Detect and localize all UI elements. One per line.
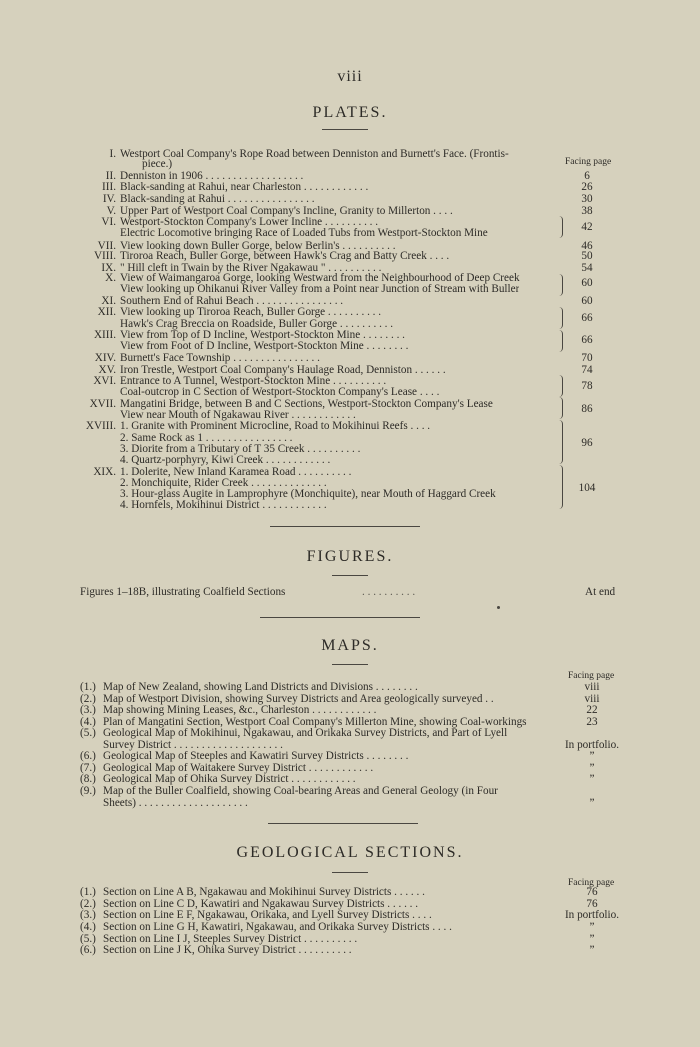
map-page: viii xyxy=(584,693,600,705)
plates-rule xyxy=(322,129,368,130)
map-title: Map of New Zealand, showing Land Districts and Divisions . . . . . . . . xyxy=(103,681,418,693)
plate-page: 70 xyxy=(581,352,593,364)
figures-dots: . . . . . . . . . . xyxy=(362,586,416,598)
plate-number: IX. xyxy=(101,262,116,274)
map-title: Plan of Mangatini Section, Westport Coal Company's Millerton Mine, showing Coal-workings xyxy=(103,716,527,728)
plate-title: Black-sanding at Rahui . . . . . . . . . . . . . . . . xyxy=(120,193,315,205)
map-title: Map of the Buller Coalfield, showing Coal-bearing Areas and General Geology (in Four xyxy=(103,785,498,797)
section-number: (3.) xyxy=(80,909,96,921)
plate-title: Hawk's Crag Breccia on Roadside, Buller Gorge . . . . . . . . . . xyxy=(120,318,394,330)
plate-page: 66 xyxy=(581,312,593,324)
plate-row xyxy=(0,499,700,511)
plate-number: X. xyxy=(105,272,116,284)
plate-title: View from Foot of D Incline, Westport-Stockton Mine . . . . . . . . xyxy=(120,340,409,352)
maps-rule xyxy=(332,664,368,665)
plate-title: Black-sanding at Rahui, near Charleston . . . . . . . . . . . . xyxy=(120,181,369,193)
map-number: (6.) xyxy=(80,750,96,762)
map-row xyxy=(0,704,700,716)
plate-page: 96 xyxy=(581,437,593,449)
plate-page: 50 xyxy=(581,250,593,262)
divider xyxy=(270,526,420,527)
section-title: Section on Line J K, Ohika Survey District . . . . . . . . . . xyxy=(103,944,352,956)
map-page: 22 xyxy=(586,704,598,716)
plate-page: 66 xyxy=(581,334,593,346)
plate-number: XVIII. xyxy=(85,420,116,432)
section-number: (6.) xyxy=(80,944,96,956)
map-page: 23 xyxy=(586,716,598,728)
plate-title: 1. Granite with Prominent Microcline, Road to Mokihinui Reefs . . . . xyxy=(120,420,431,432)
figures-rule xyxy=(332,575,368,576)
map-number: (9.) xyxy=(80,785,96,797)
plate-title: " Hill cleft in Twain by the River Ngakawau " . . . . . . . . . . xyxy=(120,262,382,274)
plate-title: View from Top of D Incline, Westport-Stockton Mine . . . . . . . . xyxy=(120,329,405,341)
figures-page: At end xyxy=(585,586,616,598)
plate-title: View near Mouth of Ngakawau River . . . . . . . . . . . . xyxy=(120,409,356,421)
plate-page: 26 xyxy=(581,181,593,193)
map-page: In portfolio. xyxy=(564,739,620,751)
map-row xyxy=(0,727,700,739)
plate-number: I. xyxy=(109,148,116,160)
map-row xyxy=(0,681,700,693)
plate-title: 1. Dolerite, New Inland Karamea Road . . . . . . . . . . xyxy=(120,466,352,478)
map-row xyxy=(0,773,700,785)
plate-row xyxy=(0,454,700,466)
brace xyxy=(557,307,563,329)
map-page: ” xyxy=(589,762,595,774)
section-title: Section on Line E F, Ngakawau, Orikaka, and Lyell Survey Districts . . . . xyxy=(103,909,432,921)
plate-row xyxy=(0,193,700,205)
plate-title: 4. Quartz-porphyry, Kiwi Creek . . . . . . . . . . . . xyxy=(120,454,331,466)
figures-heading: FIGURES. xyxy=(306,548,394,565)
plate-title: Denniston in 1906 . . . . . . . . . . . . . . . . . . xyxy=(120,170,304,182)
plate-title: 3. Hour-glass Augite in Lamprophyre (Monchiquite), near Mouth of Haggard Creek xyxy=(120,488,496,500)
plate-title: Coal-outcrop in C Section of Westport-Stockton Company's Lease . . . . xyxy=(120,386,440,398)
divider xyxy=(260,617,420,618)
map-row xyxy=(0,785,700,797)
section-number: (5.) xyxy=(80,933,96,945)
map-title: Map of Westport Division, showing Survey Districts and Area geologically surveyed . . xyxy=(103,693,494,705)
plate-number: XIV. xyxy=(94,352,116,364)
plate-title: Westport-Stockton Company's Lower Incline . . . . . . . . . . xyxy=(120,216,379,228)
section-row xyxy=(0,909,700,921)
page-number: viii xyxy=(337,68,363,85)
plate-row xyxy=(0,352,700,364)
section-number: (4.) xyxy=(80,921,96,933)
plate-number: VIII. xyxy=(93,250,116,262)
map-page: ” xyxy=(589,797,595,809)
divider xyxy=(268,823,418,824)
plate-number: XII. xyxy=(97,306,116,318)
plate-page: 46 xyxy=(581,240,593,252)
plate-number: XI. xyxy=(101,295,116,307)
brace xyxy=(557,274,563,296)
plate-title: Entrance to A Tunnel, Westport-Stockton Mine . . . . . . . . . . xyxy=(120,375,387,387)
plate-number: XIX. xyxy=(93,466,116,478)
map-title: Geological Map of Waitakere Survey District . . . . . . . . . . . . xyxy=(103,762,374,774)
plate-page: 38 xyxy=(581,205,593,217)
plate-page: 60 xyxy=(581,295,593,307)
map-title: Geological Map of Mokihinui, Ngakawau, and Orikaka Survey Districts, and Part of Lyell xyxy=(103,727,508,739)
section-title: Section on Line C D, Kawatiri and Ngakawau Survey Districts . . . . . . xyxy=(103,898,419,910)
plate-title: View of Waimangaroa Gorge, looking Westward from the Neighbourhood of Deep Creek xyxy=(120,272,520,284)
plate-title: Southern End of Rahui Beach . . . . . . . . . . . . . . . . xyxy=(120,295,344,307)
plate-page: 54 xyxy=(581,262,593,274)
map-title: Geological Map of Ohika Survey District . . . . . . . . . . . . xyxy=(103,773,356,785)
sections-rule xyxy=(332,872,368,873)
plate-title: 4. Hornfels, Mokihinui District . . . . . . . . . . . . xyxy=(120,499,327,511)
plate-number: III. xyxy=(102,181,116,193)
plate-title: 2. Monchiquite, Rider Creek . . . . . . . . . . . . . . xyxy=(120,477,327,489)
plate-number: IV. xyxy=(102,193,116,205)
figures-text: Figures 1–18B, illustrating Coalfield Sections xyxy=(80,586,286,598)
sections-facing-page-label: Facing page xyxy=(568,878,615,888)
plate-page: 30 xyxy=(581,193,593,205)
plate-title: 3. Diorite from a Tributary of T 35 Creek . . . . . . . . . . xyxy=(120,443,361,455)
map-number: (5.) xyxy=(80,727,96,739)
maps-heading: MAPS. xyxy=(321,637,379,654)
section-title: Section on Line G H, Kawatiri, Ngakawau, and Orikaka Survey Districts . . . . xyxy=(103,921,452,933)
plate-title: View looking up Tiroroa Reach, Buller Gorge . . . . . . . . . . xyxy=(120,306,382,318)
plate-number: II. xyxy=(105,170,116,182)
plate-page: 74 xyxy=(581,364,593,376)
plate-page: 86 xyxy=(581,403,593,415)
plate-title: Upper Part of Westport Coal Company's Incline, Granity to Millerton . . . . xyxy=(120,205,453,217)
brace xyxy=(557,216,563,238)
plate-page: 42 xyxy=(581,221,593,233)
plate-title: View looking down Buller Gorge, below Berlin's . . . . . . . . . . xyxy=(120,240,396,252)
brace xyxy=(557,375,563,397)
ink-dot xyxy=(497,606,500,609)
plate-number: V. xyxy=(106,205,116,217)
plate-number: VII. xyxy=(97,240,116,252)
map-title: Sheets) . . . . . . . . . . . . . . . . . . . . xyxy=(103,797,248,809)
plate-number: XIII. xyxy=(93,329,116,341)
plate-title: View looking up Ohikanui River Valley from a Point near Junction of Stream with Buller xyxy=(120,283,520,295)
maps-facing-page-label: Facing page xyxy=(568,671,615,681)
map-title: Geological Map of Steeples and Kawatiri Survey Districts . . . . . . . . xyxy=(103,750,409,762)
map-title: Survey District . . . . . . . . . . . . . . . . . . . . xyxy=(103,739,283,751)
section-page: ” xyxy=(589,944,595,956)
plate-title: Westport Coal Company's Rope Road between Denniston and Burnett's Face. (Frontis- xyxy=(120,148,509,160)
brace xyxy=(557,465,563,509)
section-title: Section on Line A B, Ngakawau and Mokihinui Survey Districts . . . . . . xyxy=(103,886,425,898)
section-row xyxy=(0,944,700,956)
map-page: viii xyxy=(584,681,600,693)
section-page: In portfolio. xyxy=(564,909,620,921)
section-row xyxy=(0,886,700,898)
plate-row xyxy=(0,181,700,193)
plate-page: 60 xyxy=(581,277,593,289)
sections-heading: GEOLOGICAL SECTIONS. xyxy=(236,844,464,861)
plate-title: Electric Locomotive bringing Race of Loaded Tubs from Westport-Stockton Mine xyxy=(120,227,488,239)
plate-row xyxy=(0,250,700,262)
map-number: (2.) xyxy=(80,693,96,705)
section-title: Section on Line I J, Steeples Survey District . . . . . . . . . . xyxy=(103,933,358,945)
plate-number: XVI. xyxy=(93,375,116,387)
plate-page: 6 xyxy=(584,170,590,182)
plates-heading: PLATES. xyxy=(312,104,388,121)
map-row xyxy=(0,797,700,809)
plate-title: 2. Same Rock as 1 . . . . . . . . . . . . . . . . xyxy=(120,432,293,444)
figures-row xyxy=(0,586,700,598)
brace xyxy=(557,420,563,464)
plate-number: XVII. xyxy=(89,398,116,410)
plate-row xyxy=(0,158,700,170)
map-row xyxy=(0,750,700,762)
section-row xyxy=(0,921,700,933)
plate-number: VI. xyxy=(101,216,116,228)
brace xyxy=(557,397,563,419)
section-page: 76 xyxy=(586,886,598,898)
map-number: (7.) xyxy=(80,762,96,774)
map-number: (3.) xyxy=(80,704,96,716)
map-number: (4.) xyxy=(80,716,96,728)
map-number: (8.) xyxy=(80,773,96,785)
plate-number: XV. xyxy=(98,364,116,376)
plate-title: Tiroroa Reach, Buller Gorge, between Hawk's Crag and Batty Creek . . . . xyxy=(120,250,450,262)
plate-title: Burnett's Face Township . . . . . . . . . . . . . . . . xyxy=(120,352,320,364)
section-number: (2.) xyxy=(80,898,96,910)
section-page: 76 xyxy=(586,898,598,910)
plate-title: Iron Trestle, Westport Coal Company's Haulage Road, Denniston . . . . . . xyxy=(120,364,446,376)
plate-title: Mangatini Bridge, between B and C Sections, Westport-Stockton Company's Lease xyxy=(120,398,493,410)
map-page: ” xyxy=(589,773,595,785)
plate-page: 104 xyxy=(578,482,596,494)
map-number: (1.) xyxy=(80,681,96,693)
map-page: ” xyxy=(589,750,595,762)
section-page: ” xyxy=(589,921,595,933)
plate-row xyxy=(0,420,700,432)
brace xyxy=(557,330,563,352)
plate-title: piece.) xyxy=(142,158,173,170)
plate-page: 78 xyxy=(581,380,593,392)
section-page: ” xyxy=(589,933,595,945)
plates-facing-page-label: Facing page xyxy=(565,157,612,167)
map-title: Map showing Mining Leases, &c., Charleston . . . . . . . . . . . . xyxy=(103,704,377,716)
section-number: (1.) xyxy=(80,886,96,898)
